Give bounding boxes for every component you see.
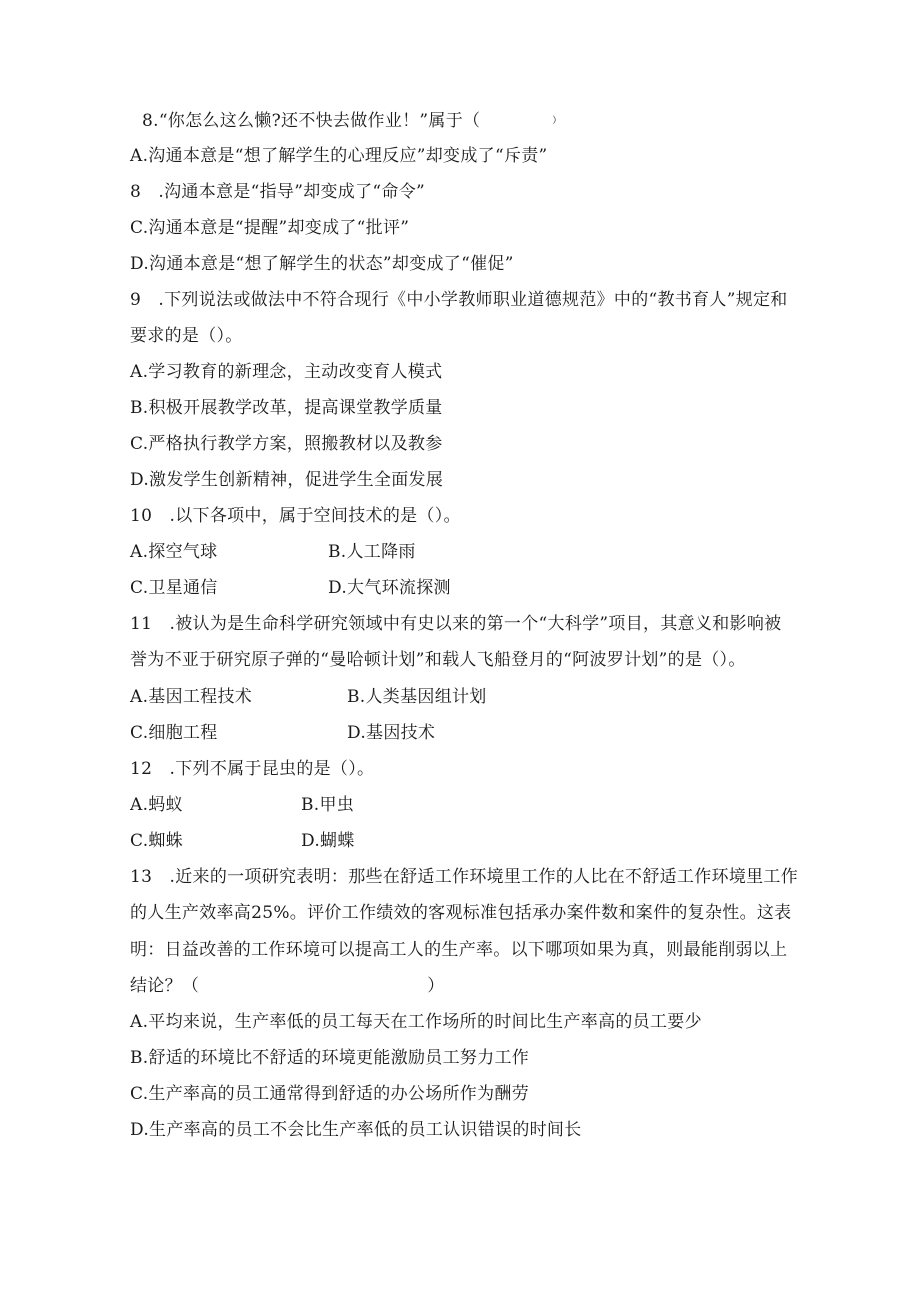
question-12-option-a: A.蚂蚁 xyxy=(130,795,183,815)
question-9-option-a: A.学习教育的新理念，主动改变育人模式 xyxy=(130,362,443,382)
question-8-stem-text: 8.“你怎么这么懒?还不快去做作业！”属于（ xyxy=(142,111,481,131)
question-8-stem-close: ） xyxy=(552,116,562,126)
question-11-option-a: A.基因工程技术 xyxy=(130,687,253,707)
question-10-option-a: A.探空气球 xyxy=(130,542,218,562)
question-10-option-d: D.大气环流探测 xyxy=(328,578,451,598)
question-12-option-c: C.蜘蛛 xyxy=(130,831,184,851)
question-8-option-c: C.沟通本意是“提醒”却变成了“批评” xyxy=(130,218,410,238)
question-13-stem-line-4 xyxy=(130,975,445,997)
question-9-stem-line-1: 9 .下列说法或做法中不符合现行《中小学教师职业道德规范》中的“教书育人”规定和 xyxy=(130,290,788,310)
question-13-stem-close: ） xyxy=(427,976,445,996)
question-11-stem-line-2: 誉为不亚于研究原子弹的“曼哈顿计划”和载人飞船登月的“阿波罗计划”的是（）。 xyxy=(130,650,746,670)
question-13-option-c: C.生产率高的员工通常得到舒适的办公场所作为酬劳 xyxy=(130,1084,530,1104)
question-9-option-c: C.严格执行教学方案，照搬教材以及教参 xyxy=(130,434,443,454)
question-9-option-d: D.激发学生创新精神，促进学生全面发展 xyxy=(130,470,444,490)
question-8-option-b: 8 .沟通本意是“指导”却变成了“命令” xyxy=(130,182,425,202)
question-13-option-a: A.平均来说，生产率低的员工每天在工作场所的时间比生产率高的员工要少 xyxy=(130,1012,702,1032)
question-11-option-c: C.细胞工程 xyxy=(130,723,218,743)
question-11-option-b: B.人类基因组计划 xyxy=(347,687,487,707)
question-8-option-d: D.沟通本意是“想了解学生的状态”却变成了“催促” xyxy=(130,254,514,274)
question-9-option-b: B.积极开展教学改革，提高课堂教学质量 xyxy=(130,398,443,418)
question-10-option-c: C.卫星通信 xyxy=(130,578,218,598)
question-12-stem: 12 .下列不属于昆虫的是（）。 xyxy=(130,759,375,779)
question-12-option-d: D.蝴蝶 xyxy=(301,831,355,851)
question-13-stem-line-3: 明：日益改善的工作环境可以提高工人的生产率。以下哪项如果为真，则最能削弱以上 xyxy=(130,940,788,960)
question-13-option-b: B.舒适的环境比不舒适的环境更能激励员工努力工作 xyxy=(130,1048,530,1068)
question-12-option-b: B.甲虫 xyxy=(301,795,355,815)
question-11-option-d: D.基因技术 xyxy=(347,723,436,743)
question-10-option-b: B.人工降雨 xyxy=(328,542,416,562)
question-9-stem-line-2: 要求的是（）。 xyxy=(130,326,243,346)
question-13-stem-line-1: 13 .近来的一项研究表明：那些在舒适工作环境里工作的人比在不舒适工作环境里工作 xyxy=(130,867,799,887)
question-13-stem-line-4-text: 结论？（ xyxy=(130,976,200,996)
question-11-stem-line-1: 11 .被认为是生命科学研究领域中有史以来的第一个“大科学”项目，其意义和影响被 xyxy=(130,614,782,634)
question-13-stem-line-2: 的人生产效率高25%。评价工作绩效的客观标准包括承办案件数和案件的复杂性。这表 xyxy=(130,903,792,923)
question-8-option-a: A.沟通本意是“想了解学生的心理反应”却变成了“斥责” xyxy=(130,146,548,166)
question-13-option-d: D.生产率高的员工不会比生产率低的员工认识错误的时间长 xyxy=(130,1120,582,1140)
question-10-stem: 10 .以下各项中，属于空间技术的是（）。 xyxy=(130,506,461,526)
question-8-stem xyxy=(142,110,562,132)
